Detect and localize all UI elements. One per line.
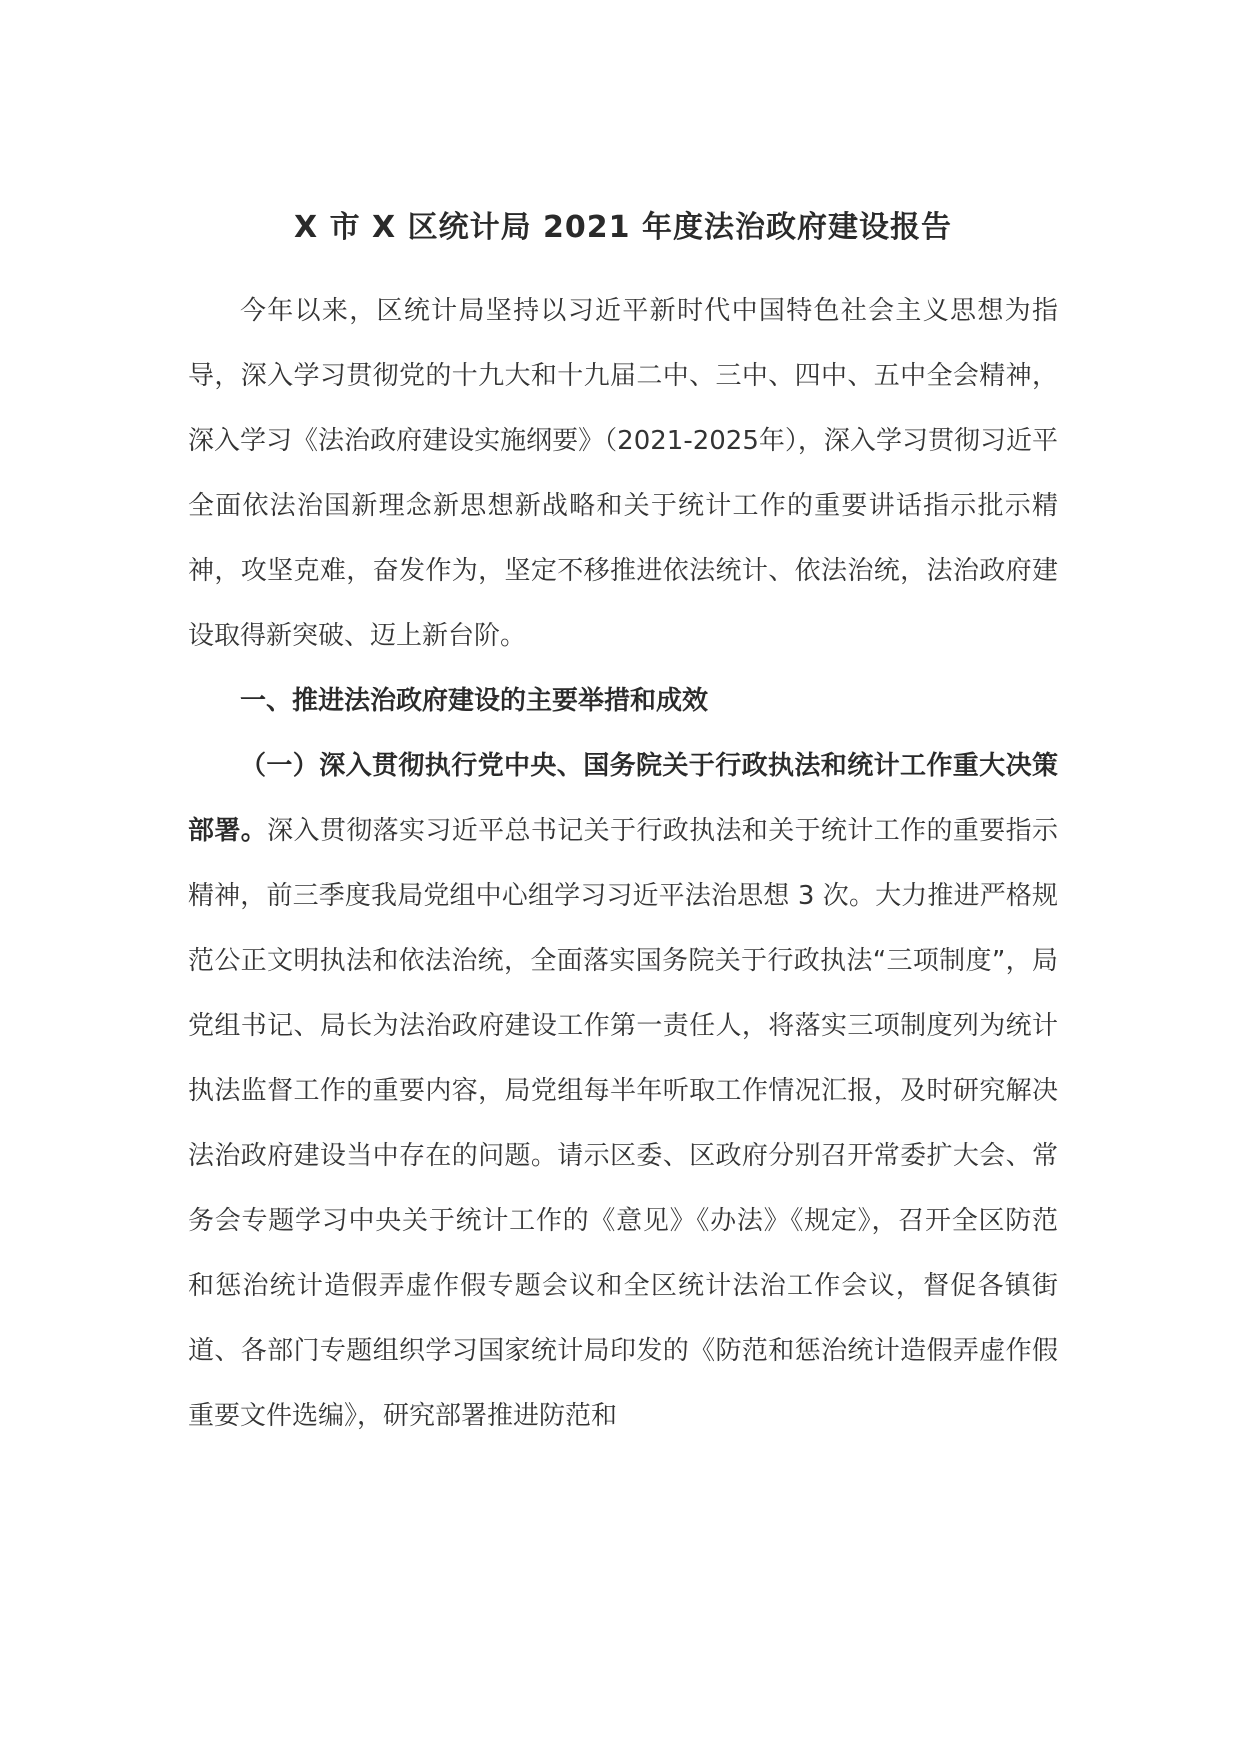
document-title: X 市 X 区统计局 2021 年度法治政府建设报告 [294, 210, 952, 245]
subsection-body: 深入贯彻落实习近平总书记关于行政执法和关于统计工作的重要指示精神，前三季度我局党组中心组学习习近平法治思想 3 次。大力推进严格规范公正文明执法和依法治统，全面落实国务院关于行政执法“三项制度”，局党组书记、局长为法治政府建设工作第一责任人，将落实三项制度列为统计执法监督工作的重要内容，局党组每半年听取工作情况汇报，及时研究解决法治政府建设当中存在的问题。请示区委、区政府分别召开常委扩大会、常务会专题学习中央关于统计工作的《意见》《办法》《规定》，召开全区防范和惩治统计造假弄虚作假专题会议和全区统计法治工作会议，督促各镇街道、各部门专题组织学习国家统计局印发的《防范和惩治统计造假弄虚作假重要文件选编》，研究部署推进防范和 [188, 816, 1058, 1431]
intro-paragraph: 今年以来，区统计局坚持以习近平新时代中国特色社会主义思想为指导，深入学习贯彻党的十九大和十九届二中、三中、四中、五中全会精神，深入学习《法治政府建设实施纲要》（2021-2025年），深入学习贯彻习近平全面依法治国新理念新思想新战略和关于统计工作的重要讲话指示批示精神，攻坚克难，奋发作为，坚定不移推进依法统计、依法治统，法治政府建设取得新突破、迈上新台阶。 [188, 296, 1058, 651]
subsection-lead: （一）深入贯彻执行党中央、国务院关于行政执法和统计工作重大决策部署。 [188, 751, 1058, 846]
section-heading: 一、推进法治政府建设的主要举措和成效 [240, 686, 709, 716]
document-body [188, 205, 1058, 1449]
subsection-paragraph [188, 734, 1058, 1449]
